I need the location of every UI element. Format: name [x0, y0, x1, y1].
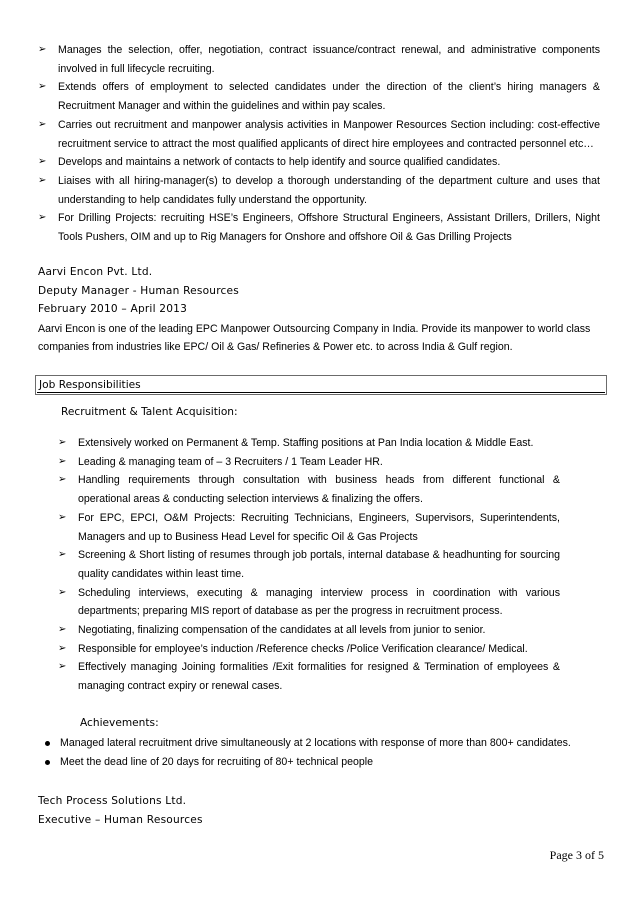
dot-bullet-icon: [45, 741, 50, 746]
achievements-heading: Achievements:: [80, 717, 159, 729]
arrow-bullet-icon: ➢: [58, 455, 67, 467]
list-item: ➢ Manages the selection, offer, negotiation, contract issuance/contract renewal, and administrative components involved in full lifecycle recruiting.: [38, 41, 600, 78]
list-item: Managed lateral recruitment drive simultaneously at 2 locations with response of more than 800+ candidates.: [43, 734, 603, 753]
list-item: ➢ Negotiating, finalizing compensation of the candidates at all levels from junior to senior.: [58, 621, 560, 640]
employment-dates: February 2010 – April 2013: [38, 303, 188, 315]
list-item: ➢ For EPC, EPCI, O&M Projects: Recruiting Technicians, Engineers, Supervisors, Superintendents, Managers and up to Business Head Level for specific Oil & Gas Projects: [58, 509, 560, 546]
list-item: ➢ For Drilling Projects: recruiting HSE’s Engineers, Offshore Structural Engineers, Assistant Drillers, Drillers, Night Tools Pushers, OIM and up to Rig Managers for Onshore and offshore Oil & Gas Drilling Projects: [38, 209, 600, 246]
arrow-bullet-icon: ➢: [58, 549, 67, 561]
company-aarvi-section: [38, 263, 604, 357]
arrow-bullet-icon: ➢: [58, 642, 67, 654]
list-item: ➢ Leading & managing team of – 3 Recruiters / 1 Team Leader HR.: [58, 453, 560, 472]
arrow-bullet-icon: ➢: [58, 586, 67, 598]
job-title: Executive – Human Resources: [38, 813, 203, 826]
arrow-bullet-icon: ➢: [38, 81, 47, 93]
arrow-bullet-icon: ➢: [38, 118, 47, 130]
list-item: ➢ Liaises with all hiring-manager(s) to develop a thorough understanding of the department culture and uses that understanding to help candidates fully understand the opportunity.: [38, 172, 600, 209]
list-item: ➢ Scheduling interviews, executing & managing interview process in coordination with various departments; preparing MIS report of database as per the progress in recruitment process.: [58, 584, 560, 621]
list-item: Meet the dead line of 20 days for recruiting of 80+ technical people: [43, 753, 603, 772]
list-item: ➢ Carries out recruitment and manpower analysis activities in Manpower Resources Section including: cost-effective recruitment service to attract the most qualified applicants of direct hire employees and contracted personnel etc…: [38, 116, 600, 153]
list-item: ➢ Extensively worked on Permanent & Temp. Staffing positions at Pan India location & Middle East.: [58, 434, 560, 453]
arrow-bullet-icon: ➢: [38, 174, 47, 186]
job-responsibilities-header: [35, 375, 607, 395]
achievements-list: [43, 734, 603, 772]
recruitment-list: [58, 434, 560, 696]
arrow-bullet-icon: ➢: [58, 511, 67, 523]
section-underline: [37, 392, 605, 393]
company-techprocess-section: [38, 792, 604, 829]
list-item: ➢ Effectively managing Joining formalities /Exit formalities for resigned & Termination of employees & managing contract expiry or renewal cases.: [58, 658, 560, 695]
arrow-bullet-icon: ➢: [38, 156, 47, 168]
arrow-bullet-icon: ➢: [58, 437, 67, 448]
list-item: ➢ Screening & Short listing of resumes through job portals, internal database & headhunting for sourcing quality candidates within least time.: [58, 546, 560, 583]
recruitment-heading: Recruitment & Talent Acquisition:: [61, 406, 238, 418]
arrow-bullet-icon: ➢: [38, 212, 47, 224]
section-title: Job Responsibilities: [39, 379, 141, 391]
company-description: Aarvi Encon is one of the leading EPC Manpower Outsourcing Company in India. Provide its manpower to world class companies from industries like EPC/ Oil & Gas/ Refineries & Power etc. to across India & Gulf region.: [38, 322, 591, 354]
list-item: ➢ Responsible for employee’s induction /Reference checks /Police Verification clearance/ Medical.: [58, 640, 560, 659]
company-name: Tech Process Solutions Ltd.: [38, 795, 187, 807]
arrow-bullet-icon: ➢: [38, 44, 47, 55]
list-item: ➢ Handling requirements through consultation with business heads from different functional & operational areas & conducting selection interviews & finalizing the offers.: [58, 471, 560, 508]
arrow-bullet-icon: ➢: [58, 624, 67, 636]
page-number: Page 3 of 5: [549, 848, 604, 862]
arrow-bullet-icon: ➢: [58, 661, 67, 673]
dot-bullet-icon: [45, 760, 50, 765]
job-title: Deputy Manager - Human Resources: [38, 284, 239, 297]
top-bullet-list: [38, 41, 600, 247]
list-item: ➢ Extends offers of employment to selected candidates under the direction of the client’s hiring managers & Recruitment Manager and within the guidelines and within pay scales.: [38, 78, 600, 115]
arrow-bullet-icon: ➢: [58, 474, 67, 486]
company-name: Aarvi Encon Pvt. Ltd.: [38, 266, 153, 278]
list-item: ➢ Develops and maintains a network of contacts to help identify and source qualified candidates.: [38, 153, 600, 172]
